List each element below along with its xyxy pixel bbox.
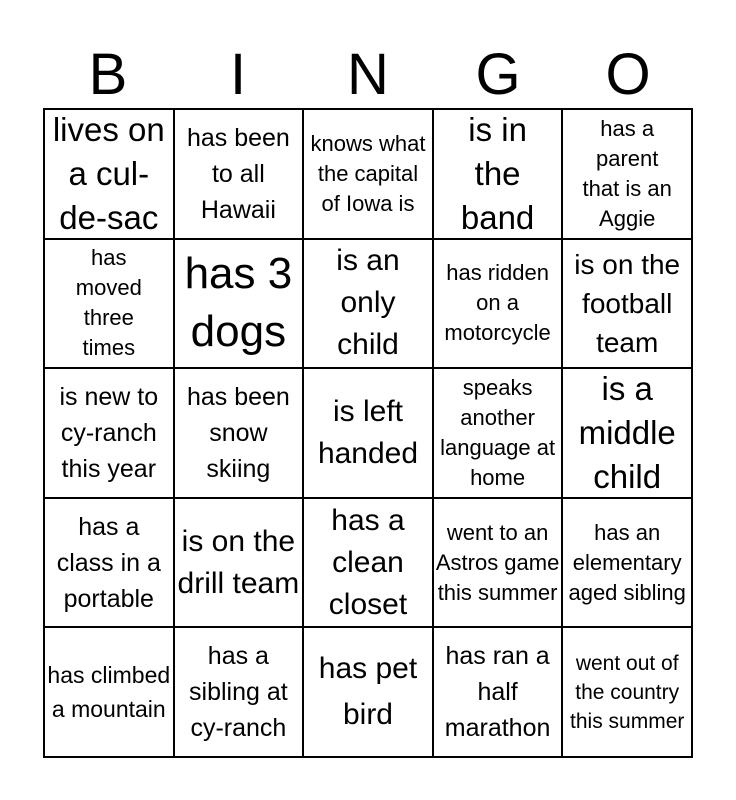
cell-text: has been to all Hawaii bbox=[186, 123, 290, 224]
bingo-cell[interactable] bbox=[433, 239, 563, 369]
cell-text: went to an Astros game this summer bbox=[435, 519, 560, 605]
cell-text: went out of the country this summer bbox=[570, 651, 685, 733]
bingo-cell[interactable] bbox=[174, 109, 304, 239]
bingo-cell[interactable] bbox=[174, 368, 304, 498]
bingo-cell[interactable] bbox=[303, 109, 433, 239]
bingo-cell[interactable] bbox=[562, 627, 692, 757]
bingo-cell[interactable] bbox=[562, 498, 692, 628]
cell-text: is on the drill team bbox=[177, 524, 300, 600]
bingo-board bbox=[43, 108, 693, 758]
bingo-cell[interactable] bbox=[303, 368, 433, 498]
cell-text: is an only child bbox=[336, 244, 400, 362]
bingo-cell[interactable] bbox=[433, 498, 563, 628]
bingo-cell[interactable] bbox=[562, 368, 692, 498]
bingo-cell[interactable] bbox=[44, 368, 174, 498]
header-letter-i: I bbox=[229, 42, 247, 107]
header-letter-b: B bbox=[88, 42, 128, 107]
bingo-cell[interactable] bbox=[44, 239, 174, 369]
bingo-cell[interactable] bbox=[433, 627, 563, 757]
cell-text: speaks another language at home bbox=[440, 374, 556, 490]
bingo-cell[interactable] bbox=[303, 498, 433, 628]
bingo-cell[interactable] bbox=[174, 627, 304, 757]
cell-text: has a clean closet bbox=[328, 503, 408, 621]
bingo-cell[interactable] bbox=[174, 498, 304, 628]
cell-text: has an elementary aged sibling bbox=[568, 519, 686, 605]
cell-text: lives on a cul-de-sac bbox=[52, 110, 165, 236]
cell-text: has been snow skiing bbox=[186, 382, 290, 483]
bingo-header bbox=[43, 42, 693, 108]
cell-text: has pet bird bbox=[318, 652, 418, 732]
header-letter-n: N bbox=[347, 42, 389, 107]
header-letter-o: O bbox=[605, 42, 651, 107]
cell-text: knows what the capital of Iowa is bbox=[310, 130, 426, 216]
cell-text: is a middle child bbox=[578, 370, 676, 495]
bingo-cell[interactable] bbox=[433, 109, 563, 239]
cell-text: has a class in a portable bbox=[56, 512, 161, 613]
cell-text: has 3 dogs bbox=[184, 249, 293, 357]
cell-text: has climbed a mountain bbox=[47, 662, 171, 723]
cell-text: is left handed bbox=[317, 394, 419, 470]
bingo-cell[interactable] bbox=[433, 368, 563, 498]
bingo-cell[interactable] bbox=[303, 239, 433, 369]
cell-text: is new to cy-ranch this year bbox=[59, 382, 159, 483]
bingo-cell[interactable] bbox=[44, 109, 174, 239]
bingo-cell[interactable] bbox=[174, 239, 304, 369]
cell-text: has ridden on a motorcycle bbox=[444, 260, 551, 346]
cell-text: has a parent that is an Aggie bbox=[582, 115, 672, 231]
cell-text: is in the band bbox=[460, 110, 535, 236]
bingo-cell[interactable] bbox=[44, 498, 174, 628]
header-letter-g: G bbox=[475, 42, 521, 107]
bingo-cell[interactable] bbox=[303, 627, 433, 757]
bingo-cell[interactable] bbox=[44, 627, 174, 757]
bingo-cell[interactable] bbox=[562, 239, 692, 369]
bingo-cell[interactable] bbox=[562, 109, 692, 239]
cell-text: has moved three times bbox=[75, 245, 142, 361]
cell-text: is on the football team bbox=[574, 248, 681, 358]
cell-text: has ran a half marathon bbox=[444, 642, 551, 743]
cell-text: has a sibling at cy-ranch bbox=[189, 642, 288, 743]
